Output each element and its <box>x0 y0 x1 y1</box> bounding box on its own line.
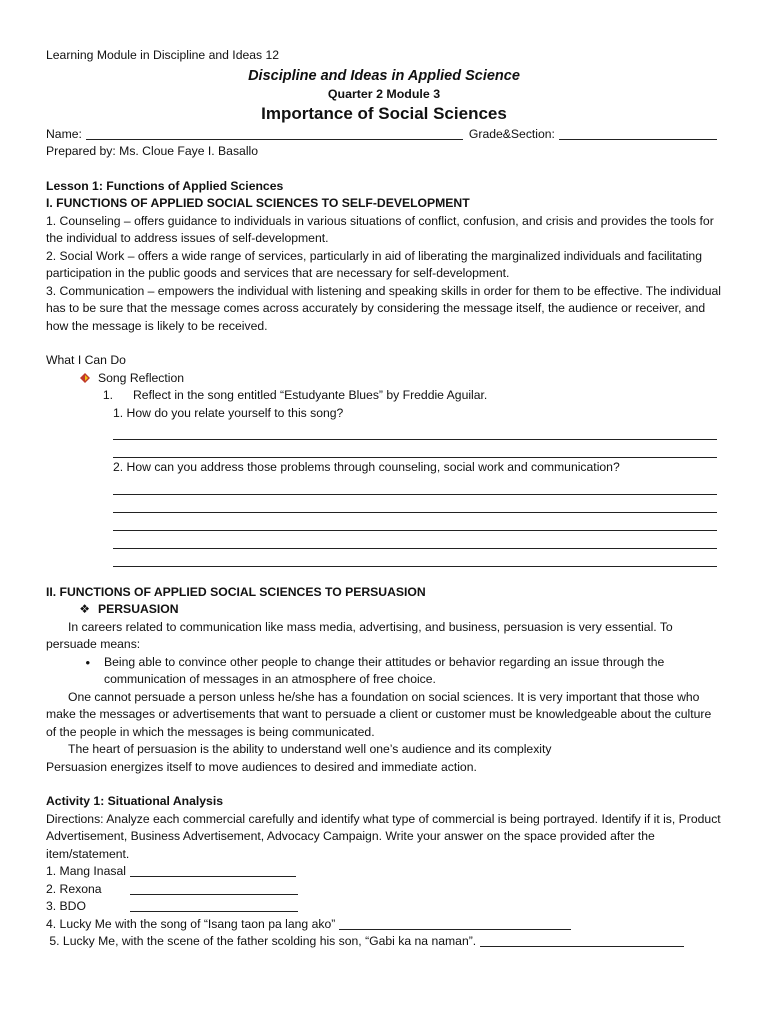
worksheet-page <box>46 47 722 951</box>
item-social-work: 2. Social Work – offers a wide range of services, particularly in aid of liberating the marginalized individuals and facilitating participation in the public goods and services that are necessary for self-development. <box>46 248 702 280</box>
diamond-bullet-icon: ❖ <box>79 602 90 616</box>
bullet-dot-icon: • <box>85 654 90 670</box>
answer-line[interactable] <box>113 513 717 531</box>
grade-section-label: Grade&Section: <box>468 126 555 141</box>
module-label: Learning Module in Discipline and Ideas 12 <box>46 48 280 62</box>
persuasion-paragraph-1: One cannot persuade a person unless he/she has a foundation on social sciences. It is very important that those who make the messages or advertisements that want to persuade a client or customer must be knowledgeable about the culture of the people in which the messages is being communicated. <box>46 689 712 739</box>
activity-item: 4. Lucky Me with the song of “Isang taon pa lang ako” <box>46 916 722 934</box>
song-reflection-bullet <box>46 370 722 388</box>
activity-item: 5. Lucky Me, with the scene of the father scolding his son, “Gabi ka na naman”. <box>46 933 722 951</box>
instruction-number: 1. <box>102 388 113 402</box>
item-communication: 3. Communication – empowers the individual with listening and speaking skills in order for them to be effective. The individual has to be sure that the message comes across accurately by considering the message itself, the audience or receiver, and how the message is likely to be received. <box>46 283 721 333</box>
answer-blank[interactable] <box>130 898 298 912</box>
question-1: 1. How do you relate yourself to this song? <box>113 405 344 420</box>
page-title: Importance of Social Sciences <box>261 103 507 123</box>
reflection-instruction <box>46 387 722 405</box>
name-label: Name: <box>46 126 82 141</box>
section2-heading: II. FUNCTIONS OF APPLIED SOCIAL SCIENCES TO PERSUASION <box>46 584 426 599</box>
answer-line[interactable] <box>113 440 717 458</box>
persuasion-intro: In careers related to communication like mass media, advertising, and business, persuasion is very essential. To persuade means: <box>46 619 673 651</box>
activity-item: 3. BDO <box>46 898 722 916</box>
answer-blank[interactable] <box>130 863 296 877</box>
name-blank[interactable] <box>86 126 463 140</box>
answer-blank[interactable] <box>130 881 298 895</box>
activity-item: 1. Mang Inasal <box>46 863 722 881</box>
persuasion-label: PERSUASION <box>98 602 179 616</box>
answer-line[interactable] <box>113 477 717 495</box>
answer-line[interactable] <box>113 495 717 513</box>
song-reflection-label: Song Reflection <box>98 370 185 385</box>
section1-heading: I. FUNCTIONS OF APPLIED SOCIAL SCIENCES TO SELF-DEVELOPMENT <box>46 196 470 210</box>
persuasion-definition-text: Being able to convince other people to change their attitudes or behavior regarding an issue through the communication of messages in an atmosphere of free choice. <box>104 654 665 686</box>
activity-item: 2. Rexona <box>46 881 722 899</box>
answer-blank[interactable] <box>339 916 571 930</box>
activity-directions: Directions: Analyze each commercial carefully and identify what type of commercial is being portrayed. Identify if it is, Product Advertisement, Business Advertisement, Advocacy Campaign. Write your answer on the space provided after the item/statement. <box>46 811 721 861</box>
answer-line[interactable] <box>113 422 717 440</box>
answer-blank[interactable] <box>480 933 684 947</box>
name-grade-row <box>46 126 722 144</box>
activity-heading: Activity 1: Situational Analysis <box>46 794 223 808</box>
item-counseling: 1. Counseling – offers guidance to individuals in various situations of conflict, confusion, and crisis and provides the tools for the individual to address issues of self-development. <box>46 213 714 245</box>
subject-title: Discipline and Ideas in Applied Science <box>248 67 520 84</box>
instruction-text: Reflect in the song entitled “Estudyante Blues” by Freddie Aguilar. <box>133 388 488 402</box>
quarter-label: Quarter 2 Module 3 <box>327 86 441 101</box>
answer-line[interactable] <box>113 549 717 567</box>
answer-line[interactable] <box>113 531 717 549</box>
question-2: 2. How can you address those problems through counseling, social work and communication? <box>113 460 620 474</box>
persuasion-paragraph-3: Persuasion energizes itself to move audiences to desired and immediate action. <box>46 759 477 774</box>
persuasion-paragraph-2: The heart of persuasion is the ability to understand well one’s audience and its complexity <box>68 742 552 756</box>
arrow-bullet-icon <box>46 370 90 388</box>
persuasion-subheading <box>46 601 722 619</box>
persuasion-definition <box>46 654 722 689</box>
what-i-can-do-heading: What I Can Do <box>46 353 126 367</box>
prepared-by: Prepared by: Ms. Cloue Faye I. Basallo <box>46 144 259 158</box>
lesson-heading: Lesson 1: Functions of Applied Sciences <box>46 178 284 193</box>
grade-section-blank[interactable] <box>559 126 717 140</box>
